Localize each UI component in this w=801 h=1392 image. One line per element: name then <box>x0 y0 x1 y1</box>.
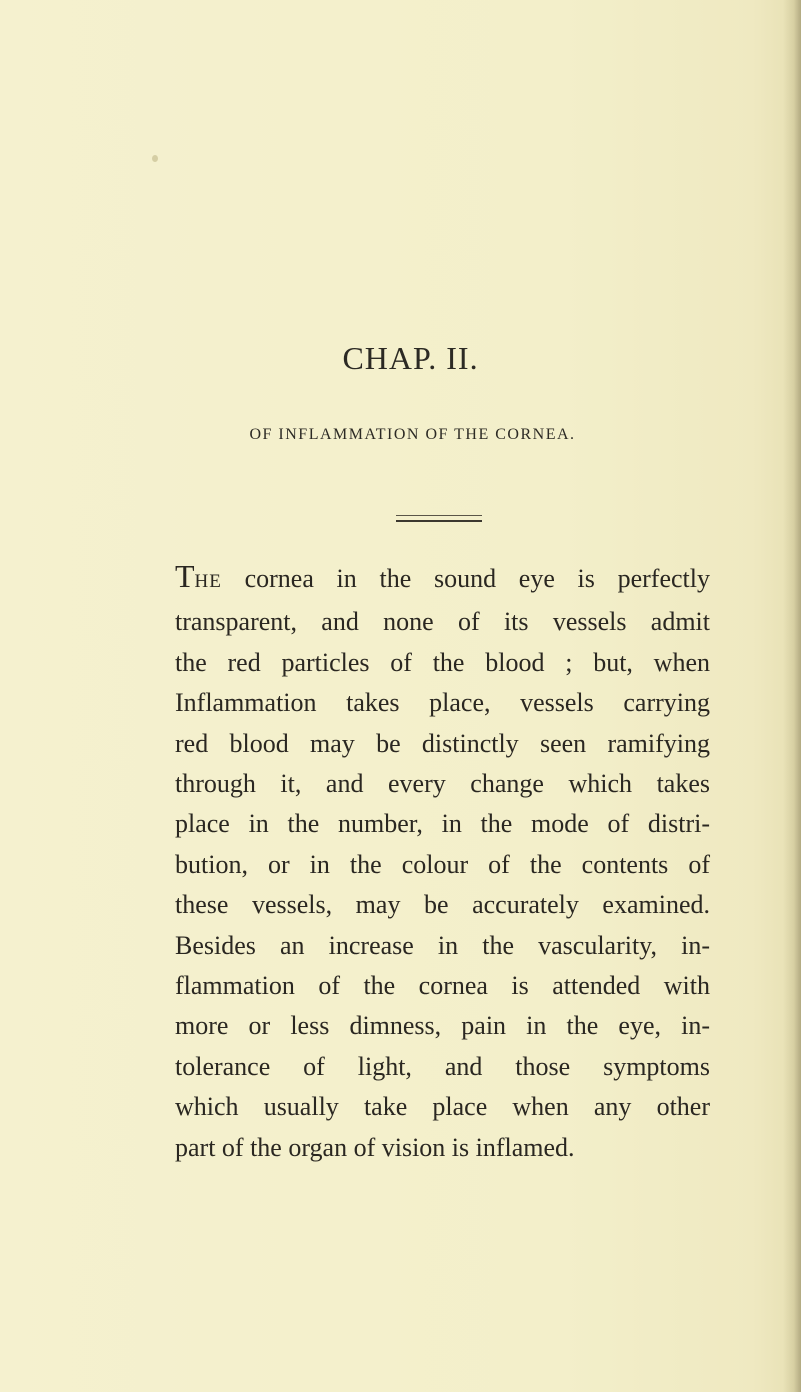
text-line-3: the red particles of the blood ; but, when <box>175 647 710 677</box>
text-line-12: more or less dimness, pain in the eye, in- <box>175 1011 710 1041</box>
first-word-capital: T <box>175 558 195 594</box>
text-line-10: Besides an increase in the vascularity, in- <box>175 930 710 960</box>
text-line-9: these vessels, may be accurately examined. <box>175 890 710 920</box>
text-line-15: part of the organ of vision is inflamed. <box>175 1132 575 1162</box>
text-line-2: transparent, and none of its vessels admit <box>175 607 710 637</box>
text-line-13: tolerance of light, and those symptoms <box>175 1051 710 1081</box>
paper-speck <box>152 155 158 162</box>
text-line-1 <box>175 556 710 602</box>
text-line-7: place in the number, in the mode of distri- <box>175 809 710 839</box>
text-line-8: bution, or in the colour of the contents of <box>175 849 710 879</box>
text-line-6: through it, and every change which takes <box>175 769 710 799</box>
first-line-rest: cornea in the sound eye is perfectly <box>221 564 710 593</box>
text-line-4: Inflammation takes place, vessels carrying <box>175 688 710 718</box>
text-line-5: red blood may be distinctly seen ramifying <box>175 728 710 758</box>
chapter-heading: CHAP. II. <box>342 340 479 376</box>
first-word-small-caps: HE <box>194 571 222 592</box>
chapter-subtitle: OF INFLAMMATION OF THE CORNEA. <box>249 426 576 443</box>
text-line-14: which usually take place when any other <box>175 1092 710 1122</box>
body-paragraph <box>175 556 710 1168</box>
page-edge-shadow <box>783 0 801 1392</box>
text-line-11: flammation of the cornea is attended with <box>175 971 710 1001</box>
section-divider <box>396 515 482 522</box>
